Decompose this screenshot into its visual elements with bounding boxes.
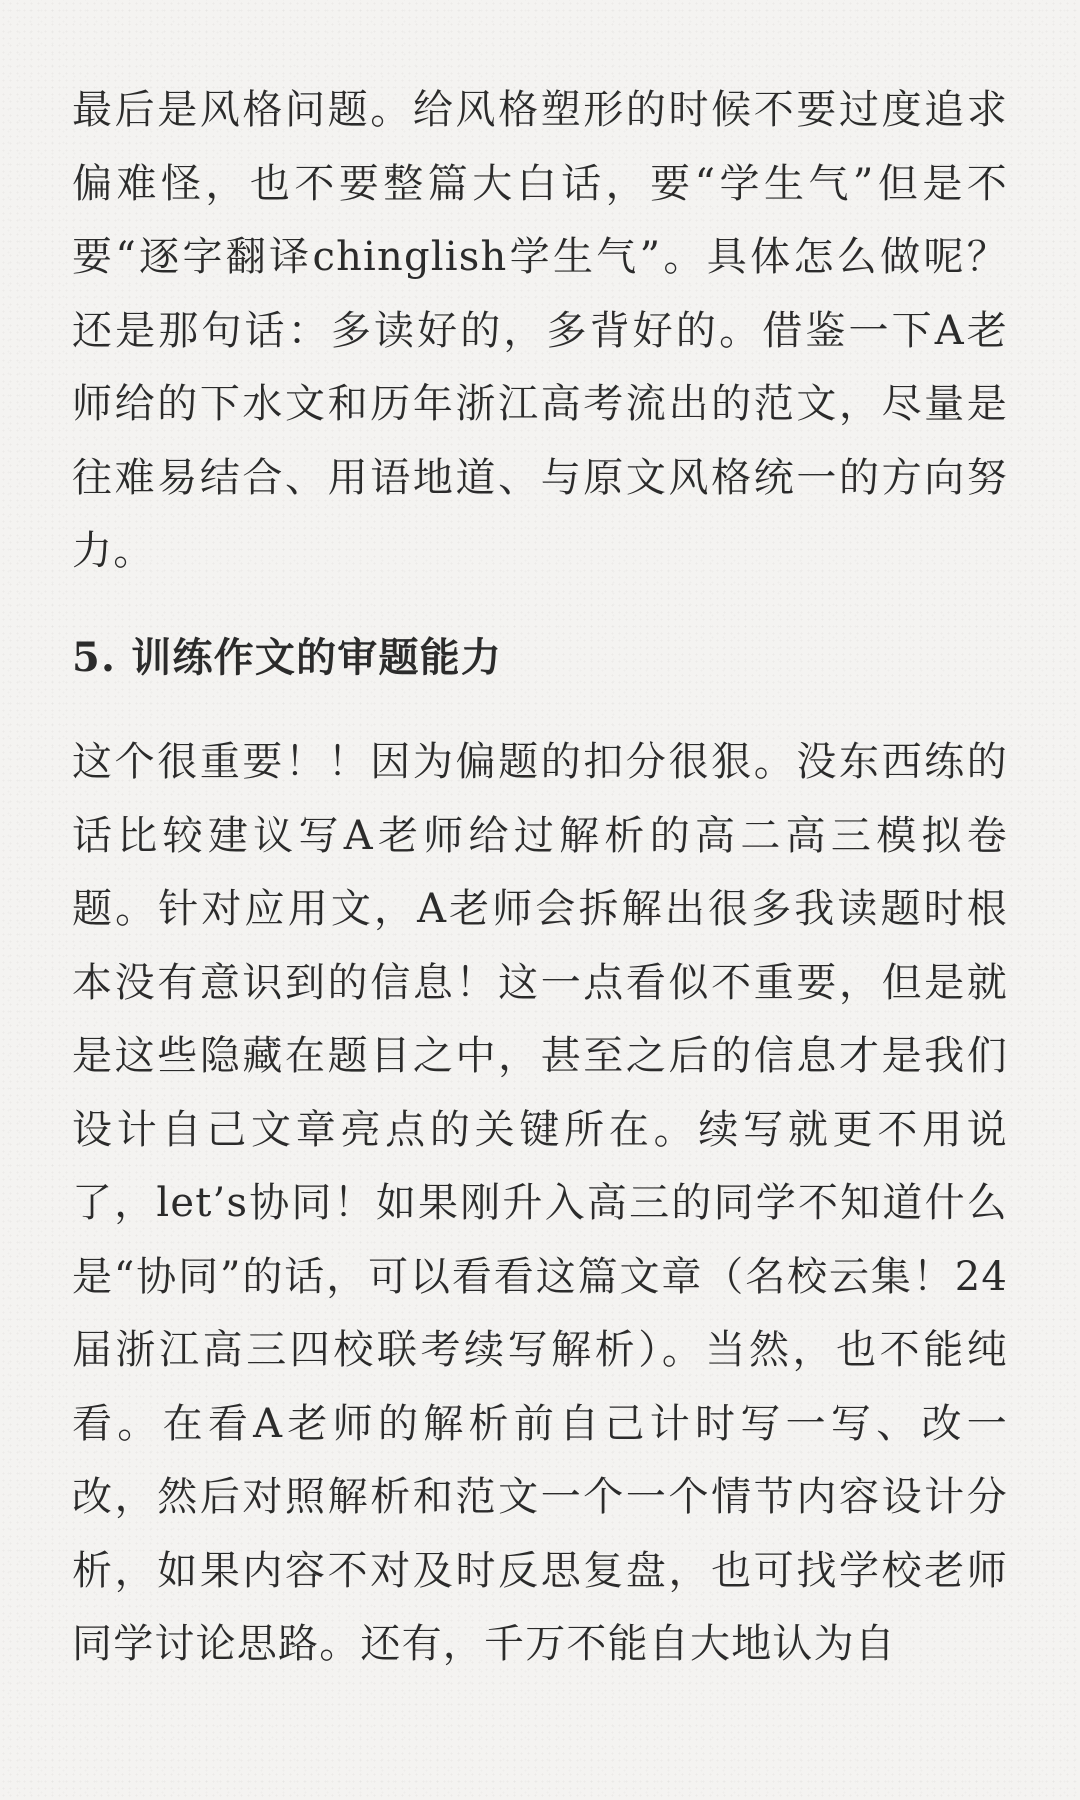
section-heading: 5. 训练作文的审题能力	[72, 633, 503, 681]
essay-analysis-paragraph: 这个很重要！！因为偏题的扣分很狠。没东西练的话比较建议写A老师给过解析的高二高三模拟卷题。针对应用文，A老师会拆解出很多我读题时根本没有意识到的信息！这一点看似不重要，但是就是这些隐藏在题目之中，甚至之后的信息才是我们设计自己文章亮点的关键所在。续写就更不用说了，let’s协同！如果刚升入高三的同学不知道什么是“协同”的话，可以看看这篇文章（名校云集！24届浙江高三四校联考续写解析）。当然，也不能纯看。在看A老师的解析前自己计时写一写、改一改，然后对照解析和范文一个一个情节内容设计分析，如果内容不对及时反思复盘，也可找学校老师同学讨论思路。还有，千万不能自大地认为自	[72, 739, 1008, 1667]
style-advice-paragraph: 最后是风格问题。给风格塑形的时候不要过度追求偏难怪，也不要整篇大白话，要“学生气”但是不要“逐字翻译chinglish学生气”。具体怎么做呢？还是那句话：多读好的，多背好的。借鉴一下A老师给的下水文和历年浙江高考流出的范文，尽量是往难易结合、用语地道、与原文风格统一的方向努力。	[72, 87, 1008, 574]
